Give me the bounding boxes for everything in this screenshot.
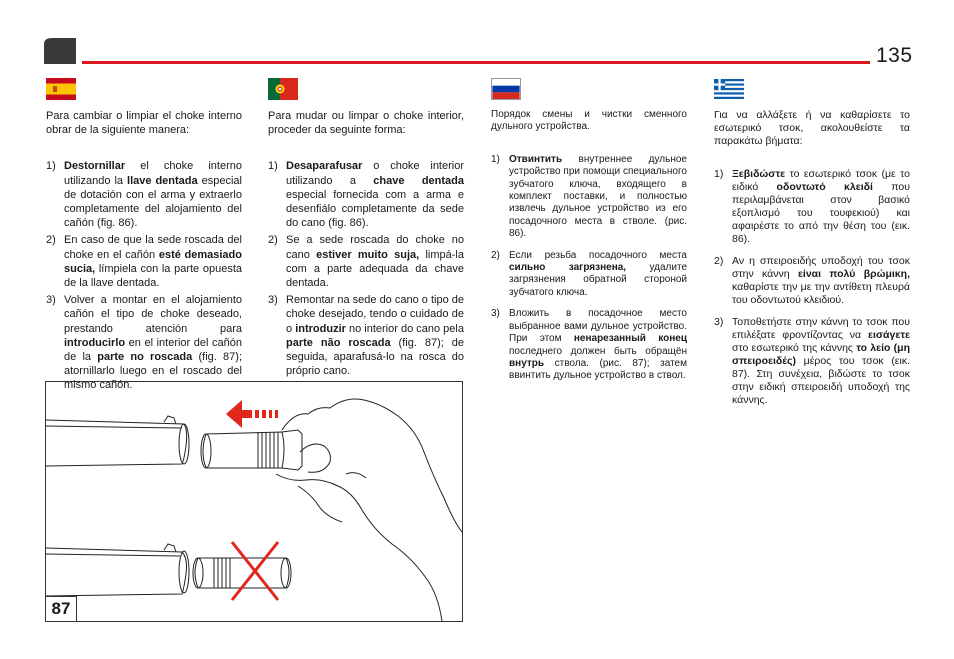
- step-item: 3) Volver a montar en el alojamiento cañón el tipo de choke deseado, prestando atención para introducirlo en el interior del cañón de la parte no roscada (fig. 87); atornillarlo luego en el roscado del mismo cañón.: [46, 294, 242, 392]
- steps-list: [268, 159, 464, 378]
- step-number: 3): [46, 294, 56, 307]
- flag-greece-icon: [714, 78, 744, 100]
- insert-direction-arrow: [226, 400, 278, 428]
- step-number: 2): [714, 255, 724, 267]
- column-portuguese: [268, 78, 464, 381]
- header-rule: [82, 61, 870, 64]
- emphasis-text: chave dentada: [373, 174, 464, 187]
- emphasis-text: Ξεβιδώστε: [732, 168, 786, 180]
- column-greek: [714, 78, 910, 416]
- wrong-way-cross-icon: [232, 542, 278, 600]
- emphasis-text: estiver muito suja,: [316, 248, 420, 261]
- emphasis-text: οδοντωτό κλειδί: [776, 181, 873, 193]
- step-number: 1): [714, 168, 724, 180]
- step-number: 2): [491, 249, 500, 261]
- step-item: 3) Remontar na sede do cano o tipo de choke desejado, tendo o cuidado de o introduzir no interior do cano pela parte não roscada (fig. 87); de seguida, aparafusá-lo na rosca do próprio cano.: [268, 294, 464, 378]
- step-item: 2) Se a sede roscada do choke no cano estiver muito suja, limpá-la com a parte adequada da chave dentada.: [268, 234, 464, 290]
- figure-87: [45, 381, 463, 622]
- emphasis-text: εισάγετε: [867, 329, 910, 341]
- column-spanish: [46, 78, 242, 396]
- step-item: 2) Αν η σπειροειδής υποδοχή του τσοκ στην κάννη είναι πολύ βρώμικη, καθαρίστε την με την αντίθετη πλευρά του οδοντωτού κλειδιού.: [714, 255, 910, 306]
- step-number: 3): [491, 308, 500, 320]
- emphasis-text: Отвинтить: [509, 153, 563, 165]
- emphasis-text: Destornillar: [64, 160, 126, 173]
- step-number: 3): [268, 294, 278, 307]
- emphasis-text: introducirlo: [64, 336, 126, 349]
- step-item: 1) Отвинтить внутреннее дульное устройство при помощи специального зубчатого ключа, входящего в комплект поставки, и полностью извлечь дульное устройство из его посадочного места в стволе. (рис. 86).: [491, 153, 687, 240]
- emphasis-text: parte no roscada: [97, 351, 193, 364]
- step-item: 3) Τοποθετήστε στην κάννη το τσοκ που επιλέξατε φροντίζοντας να εισάγετε στο εσωτερικό της κάννης το λείο (μη σπειροειδές) μέρος του τσοκ (εικ. 87). Στη συνέχεια, βιδώστε το τσοκ στην ειδική σπειροειδή υποδοχή της κάννης.: [714, 316, 910, 406]
- emphasis-text: esté demasiado sucia,: [64, 248, 242, 275]
- step-item: 1) Destornillar el choke interno utilizando la llave dentada especial de dotación con el arma y extraerlo completamente del alojamiento del cañón (fig. 86).: [46, 160, 242, 230]
- step-number: 1): [268, 160, 278, 173]
- steps-list: [491, 154, 687, 383]
- step-number: 1): [46, 160, 56, 173]
- emphasis-text: внутрь: [509, 357, 545, 369]
- flag-russia-icon: [491, 78, 521, 100]
- step-item: 1) Desaparafusar o choke interior utilizando a chave dentada especial fornecida com a arma e desenfiálo completamente da sede do cano (fig. 86).: [268, 160, 464, 230]
- steps-list: [714, 168, 910, 407]
- emphasis-text: είναι πολύ βρώμικη,: [797, 268, 910, 280]
- emphasis-text: ненарезанный конец: [573, 333, 687, 345]
- intro-text: Για να αλλάξετε ή να καθαρίσετε το εσωτερικό τσοκ, ακολουθείστε τα παρακάτω βήματα:: [714, 109, 910, 147]
- step-number: 3): [714, 316, 724, 328]
- choke-illustration: [46, 382, 462, 621]
- emphasis-text: parte não roscada: [286, 336, 391, 349]
- steps-list: [46, 159, 242, 392]
- step-item: 2) En caso de que la sede roscada del choke en el cañón esté demasiado sucia, límpiela con la parte opuesta de la llave dentada.: [46, 234, 242, 290]
- figure-number: 87: [45, 596, 77, 622]
- intro-text: Para mudar ou limpar o choke interior, proceder da seguinte forma:: [268, 110, 464, 137]
- emphasis-text: Desaparafusar: [286, 160, 363, 173]
- column-russian: [491, 78, 687, 392]
- step-number: 1): [491, 153, 500, 165]
- step-item: 1) Ξεβιδώστε το εσωτερικό τσοκ (με το ειδικό οδοντωτό κλειδί που περιλαμβάνεται στον βασικό εξοπλισμό του τουφεκιού) και αφαιρέστε το από την θέση του (εικ. 86).: [714, 168, 910, 245]
- step-item: 3) Вложить в посадочное место выбранное вами дульное устройство. При этом ненарезанный конец последнего должен быть обращён внутрь ствола. (рис. 87); затем ввинтить дульное устройство в ствол.: [491, 308, 687, 382]
- step-number: 2): [268, 234, 278, 247]
- flag-portugal-icon: [268, 78, 298, 100]
- emphasis-text: introduzir: [295, 322, 346, 335]
- step-number: 2): [46, 234, 56, 247]
- emphasis-text: сильно загрязнена,: [509, 262, 627, 274]
- emphasis-text: το λείο (μη σπειροειδές): [732, 342, 910, 367]
- page-number: 135: [876, 44, 913, 67]
- emphasis-text: llave dentada: [127, 174, 198, 187]
- flag-spain-icon: [46, 78, 76, 100]
- intro-text: Para cambiar o limpiar el choke interno obrar de la siguiente manera:: [46, 110, 242, 137]
- section-tab-icon: [44, 38, 76, 64]
- intro-text: Порядок смены и чистки сменного дульного устройства.: [491, 109, 687, 133]
- step-item: 2) Если резьба посадочного места сильно загрязнена, удалите загрязнения обратной стороной зубчатого ключа.: [491, 249, 688, 298]
